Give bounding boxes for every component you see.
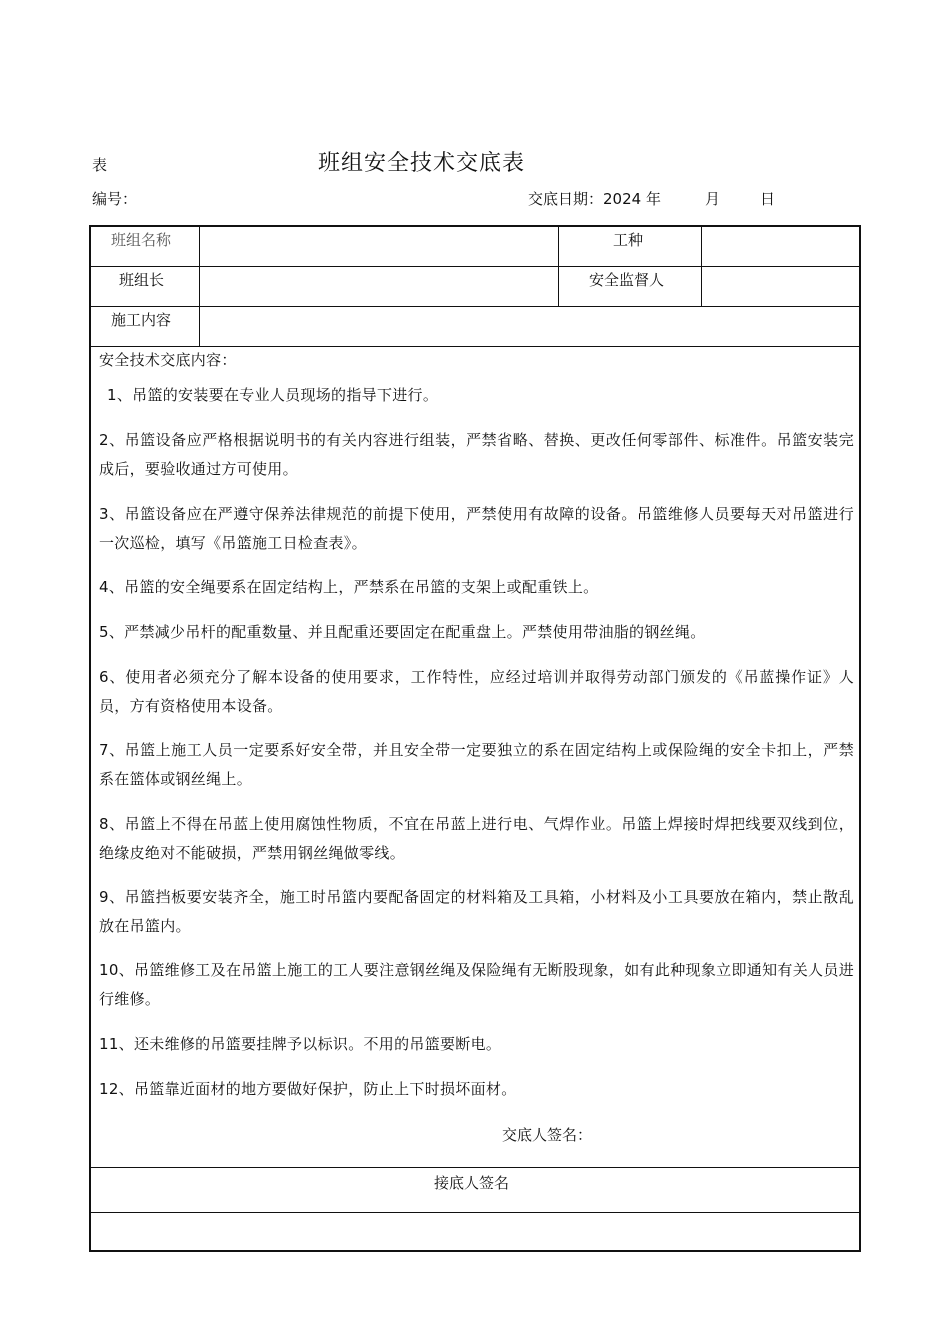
work-content-label: 施工内容 xyxy=(111,311,172,329)
team-name-label: 班组名称 xyxy=(111,231,172,249)
date-year-label: 交底日期：2024 年 xyxy=(528,190,661,208)
document-title: 班组安全技术交底表 xyxy=(318,151,526,176)
content-item: 5、严禁减少吊杆的配重数量、并且配重还要固定在配重盘上。严禁使用带油脂的钢丝绳。 xyxy=(99,623,706,641)
content-item: 1、吊篮的安装要在专业人员现场的指导下进行。 xyxy=(107,386,439,404)
trade-label: 工种 xyxy=(613,231,644,249)
row-divider xyxy=(91,266,859,267)
safety-supervisor-label: 安全监督人 xyxy=(589,271,665,289)
discloser-signature-label: 交底人签名： xyxy=(502,1126,593,1144)
row-divider xyxy=(91,1167,859,1168)
receiver-signature-label: 接底人签名 xyxy=(434,1174,510,1192)
column-divider xyxy=(558,227,559,306)
form-code: 表 xyxy=(92,156,108,174)
receiver-signature-area[interactable] xyxy=(99,1217,854,1247)
row-divider xyxy=(91,306,859,307)
row-divider xyxy=(91,1212,859,1213)
content-item: 4、吊篮的安全绳要系在固定结构上，严禁系在吊篮的支架上或配重铁上。 xyxy=(99,578,599,596)
content-item: 10、吊篮维修工及在吊篮上施工的工人要注意钢丝绳及保险绳有无断股现象，如有此种现象立即通知有关人员进行维修。 xyxy=(99,961,854,1008)
column-divider xyxy=(199,227,200,346)
serial-number-label: 编号： xyxy=(92,190,138,208)
column-divider xyxy=(701,227,702,306)
content-item: 2、吊篮设备应严格根据说明书的有关内容进行组装，严禁省略、替换、更改任何零部件、标准件。吊篮安装完成后，要验收通过方可使用。 xyxy=(99,431,854,478)
content-item: 12、吊篮靠近面材的地方要做好保护，防止上下时损坏面材。 xyxy=(99,1080,517,1098)
date-day-label: 日 xyxy=(759,190,775,208)
disclosure-table xyxy=(89,225,861,1252)
content-item: 9、吊篮挡板要安装齐全，施工时吊篮内要配备固定的材料箱及工具箱，小材料及小工具要放在箱内，禁止散乱放在吊篮内。 xyxy=(99,888,854,935)
date-month-label: 月 xyxy=(704,190,720,208)
content-heading: 安全技术交底内容： xyxy=(99,351,237,369)
content-item: 3、吊篮设备应在严遵守保养法律规范的前提下使用，严禁使用有故障的设备。吊篮维修人员要每天对吊篮进行一次巡检，填写《吊篮施工日检查表》。 xyxy=(99,505,854,552)
content-item: 6、使用者必须充分了解本设备的使用要求，工作特性，应经过培训并取得劳动部门颁发的《吊蓝操作证》人员，方有资格使用本设备。 xyxy=(99,668,854,715)
content-item: 8、吊篮上不得在吊蓝上使用腐蚀性物质，不宜在吊蓝上进行电、气焊作业。吊篮上焊接时焊把线要双线到位，绝缘皮绝对不能破损，严禁用钢丝绳做零线。 xyxy=(99,815,854,862)
team-leader-label: 班组长 xyxy=(119,271,165,289)
content-item: 7、吊篮上施工人员一定要系好安全带，并且安全带一定要独立的系在固定结构上或保险绳的安全卡扣上，严禁系在篮体或钢丝绳上。 xyxy=(99,741,854,788)
content-item: 11、还未维修的吊篮要挂牌予以标识。不用的吊篮要断电。 xyxy=(99,1035,502,1053)
disclosure-date-line xyxy=(528,188,775,209)
